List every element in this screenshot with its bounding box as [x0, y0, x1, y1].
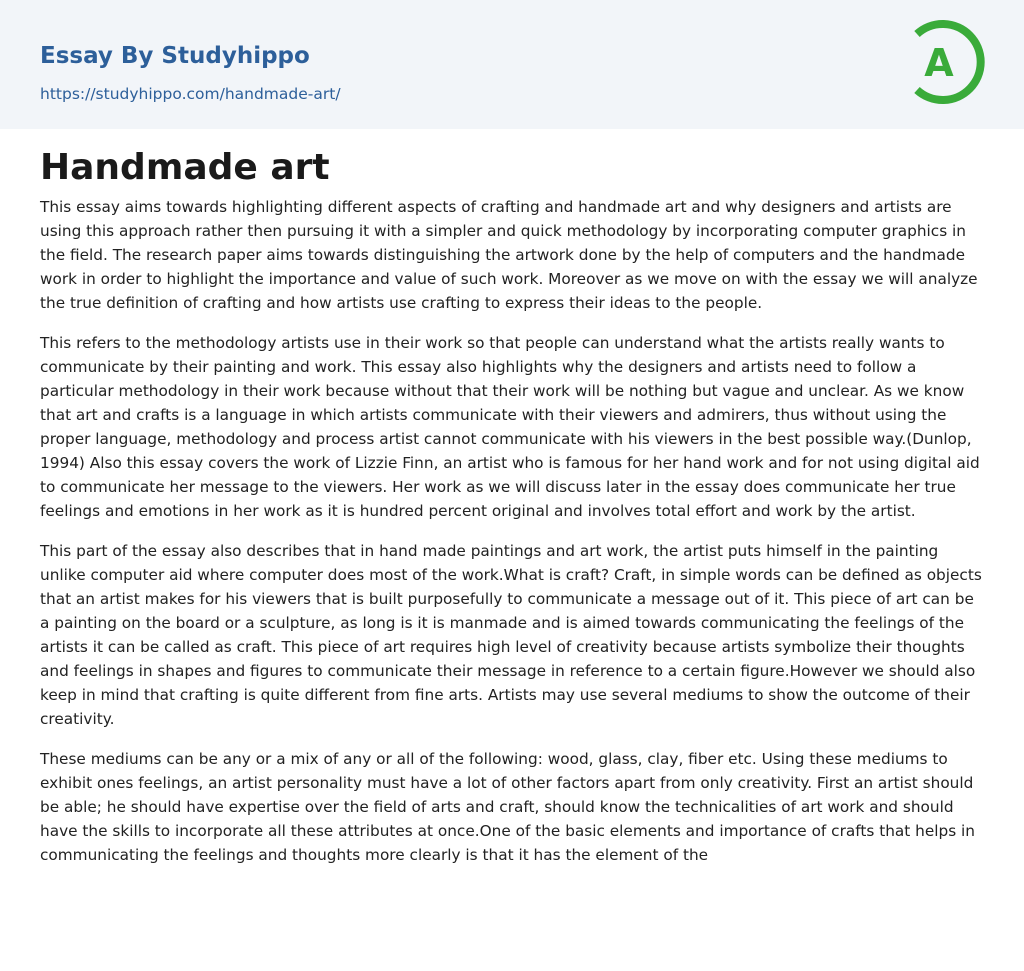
essay-paragraph: This refers to the methodology artists use in their work so that people can understand what the artists really wants to communicate by their painting and work. This essay also highlights why the designers and artists need to follow a particular methodology in their work because without that their work will be nothing but vague and unclear. As we know that art and crafts is a language in which artists communicate with their viewers and admirers, thus without using the proper language, methodology and process artist cannot communicate with his viewers in the best possible way.(Dunlop, 1994) Also this essay covers the work of Lizzie Finn, an artist who is famous for her hand work and for not using digital aid to communicate her message to the viewers. Her work as we will discuss later in the essay does communicate her true feelings and emotions in her work as it is hundred percent original and involves total effort and work by the artist.: [40, 334, 980, 520]
essay-url-link[interactable]: https://studyhippo.com/handmade-art/: [40, 85, 341, 103]
brand-title[interactable]: Essay By Studyhippo: [40, 43, 310, 69]
article: [40, 141, 986, 883]
studyhippo-logo-icon[interactable]: [907, 17, 991, 107]
essay-paragraph: This essay aims towards highlighting different aspects of crafting and handmade art and why designers and artists are using this approach rather then pursuing it with a simpler and quick methodology by incorporating computer graphics in the field. The research paper aims towards distinguishing the artwork done by the help of computers and the handmade work in order to highlight the importance and value of such work. Moreover as we move on with the essay we will analyze the true definition of crafting and how artists use crafting to express their ideas to the people.: [40, 198, 978, 312]
site-header: [0, 0, 1024, 129]
essay-paragraph: This part of the essay also describes that in hand made paintings and art work, the artist puts himself in the painting unlike computer aid where computer does most of the work.What is craft? Craft, in simple words can be defined as objects that an artist makes for his viewers that is built purposefully to communicate a message out of it. This piece of art can be a painting on the board or a sculpture, as long is it is manmade and is aimed towards communicating the feelings of the artists it can be called as craft. This piece of art requires high level of creativity because artists symbolize their thoughts and feelings in shapes and figures to communicate their message in reference to a certain figure.However we should also keep in mind that crafting is quite different from fine arts. Artists may use several mediums to show the outcome of their creativity.: [40, 542, 982, 728]
page-title: Handmade art: [40, 147, 330, 188]
essay-paragraph: These mediums can be any or a mix of any or all of the following: wood, glass, clay, fiber etc. Using these mediums to exhibit ones feelings, an artist personality must have a lot of other factors apart from only creativity. First an artist should be able; he should have expertise over the field of arts and craft, should know the technicalities of art work and should have the skills to incorporate all these attributes at once.One of the basic elements and importance of crafts that helps in communicating the feelings and thoughts more clearly is that it has the element of the: [40, 750, 975, 864]
logo-letter: A: [924, 41, 954, 85]
